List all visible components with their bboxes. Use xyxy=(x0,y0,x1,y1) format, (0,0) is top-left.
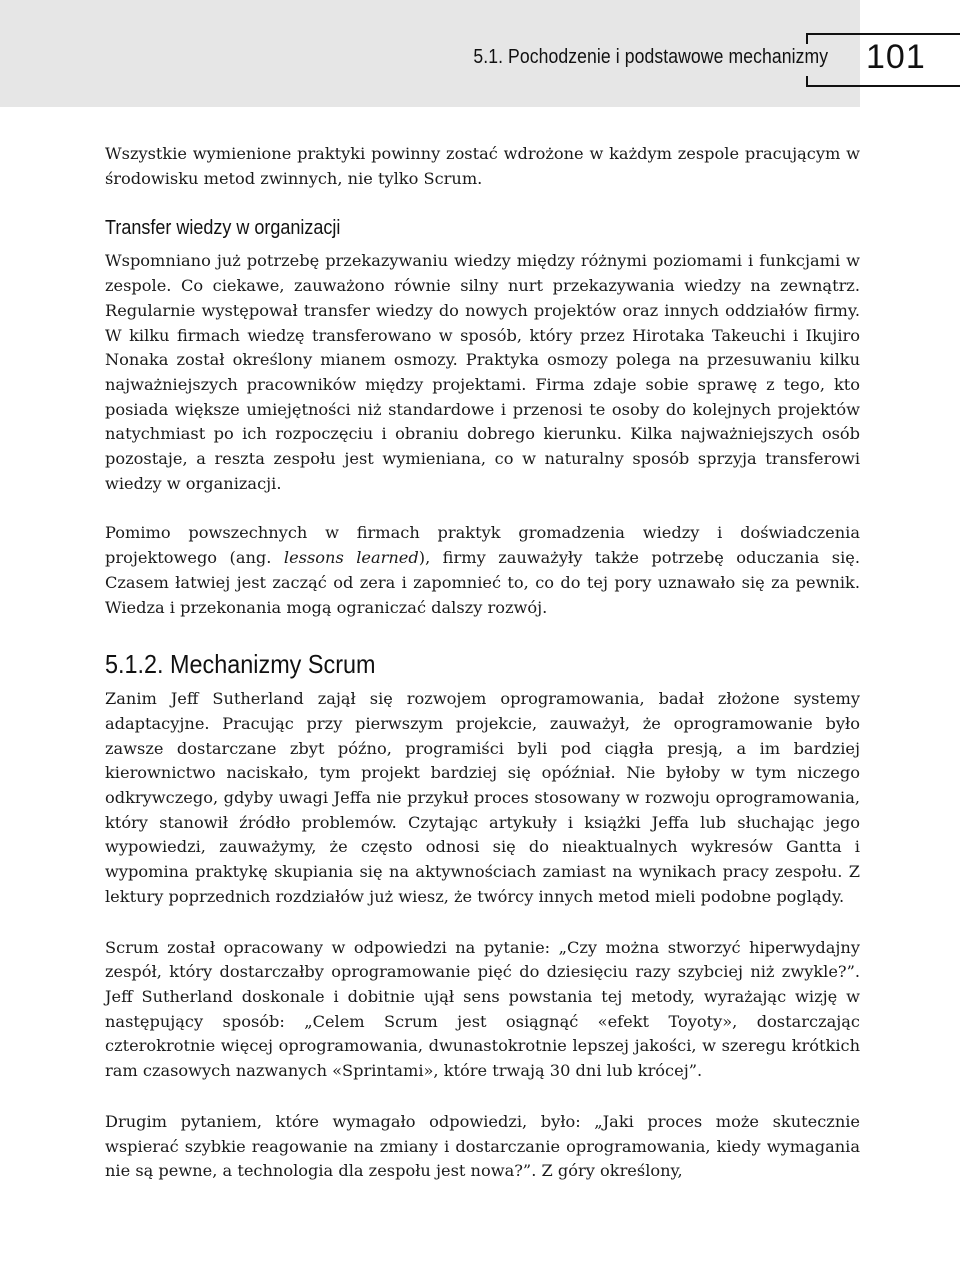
paragraph-scrum-origin: Scrum został opracowany w odpowiedzi na pytanie: „Czy można stworzyć hiperwydajny zespół, który dostarczałby oprogramowanie pięć do dziesięciu razy szybciej niż zwykle?”. Jeff Sutherland doskonale i dobitnie ujął sens powstania tej metody, wyrażając wizję w następujący sposób: „Celem Scrum jest osiągnąć «efekt Toyoty», dostarczając czterokrotnie więcej oprogramowania, dwunastokrotnie lepszej jakości, w szeregu krótkich ram czasowych nazwanych «Sprintami», które trwają 30 dni lub krócej”. xyxy=(105,937,860,1081)
paragraph-second-question: Drugim pytaniem, które wymagało odpowiedzi, było: „Jaki proces może skutecznie wspierać szybkie reagowanie na zmiany i dostarczanie oprogramowania, kiedy wymagania nie są pewne, a technologia dla zespołu jest nowa?”. Z góry określony, xyxy=(105,1111,860,1181)
spacer xyxy=(105,191,860,216)
page-number-bracket-bottom xyxy=(806,76,960,87)
paragraph-knowledge-transfer: Wspomniano już potrzebę przekazywaniu wiedzy między różnymi poziomami i funkcjami w zespole. Co ciekawe, zauważono równie silny nurt przekazywania wiedzy na zewnątrz. Regularnie występował transfer wiedzy do nowych projektów oraz innych oddziałów firmy. W kilku firmach wiedzę transferowano w sposób, który przez Hirotaka Takeuchi i Ikujiro Nonaka został określony mianem osmozy. Praktyka osmozy polega na przesuwaniu kilku najważniejszych pracowników między projektami. Firma zdaje sobie sprawę z tego, kto posiada większe umiejętności niż standardowe i przenosi te osoby do kolejnych projektów natychmiast po ich rozpoczęciu i obraniu dobrego kierunku. Kilka najważniejszych osób pozostaje, a reszta zespołu jest wymieniana, co w naturalny sposób sprzyja transferowi wiedzy w organizacji. xyxy=(105,251,860,493)
spacer xyxy=(105,496,860,521)
spacer xyxy=(105,910,860,936)
paragraph-lessons-learned xyxy=(105,521,860,620)
spacer xyxy=(105,620,860,650)
paragraph-intro: Wszystkie wymienione praktyki powinny zostać wdrożone w każdym zespole pracującym w środowisku metod zwinnych, nie tylko Scrum. xyxy=(105,144,860,188)
paragraph-sutherland: Zanim Jeff Sutherland zajął się rozwojem oprogramowania, badał złożone systemy adaptacyjne. Pracując przy pierwszym projekcie, zauważył, że oprogramowanie było zawsze dostarczane zbyt późno, programiści byli pod ciągła presją, a im bardziej kierownictwo naciskało, tym projekt bardziej się opóźniał. Nie byłoby w tym niczego odkrywczego, gdyby uwagi Jeffa nie przykuł proces stosowany w rozwoju oprogramowania, który stanowił źródło problemów. Czytając artykuły i książki Jeffa lub słuchając jego wypowiedzi, zauważymy, że często odnosi się do nieaktualnych wykresów Gantta i wypomina praktykę skupiania się na aktywnościach zamiast na wynikach pracy zespołu. Z lektury poprzednich rozdziałów już wiesz, że twórcy innych metod mieli podobne poglądy. xyxy=(105,689,860,906)
lessons-text-before: Pomimo powszechnych w firmach praktyk gromadzenia wiedzy i doświadczenia projektowego (ang. xyxy=(105,523,860,568)
running-head: 5.1. Pochodzenie i podstawowe mechanizmy xyxy=(473,46,828,68)
lessons-learned-term: lessons learned xyxy=(283,548,419,568)
section-heading-scrum-mechanisms: 5.1.2. Mechanizmy Scrum xyxy=(105,649,376,680)
spacer xyxy=(105,1084,860,1110)
page-content xyxy=(105,142,860,1183)
subheading-knowledge-transfer: Transfer wiedzy w organizacji xyxy=(105,217,341,240)
lessons-text-after: ), firmy zauważyły także potrzebę oduczania się. Czasem łatwiej jest zacząć od zera i zapomnieć to, co do tej pory uznawało się za pewnik. Wiedza i przekonania mogą ograniczać dalszy rozwój. xyxy=(105,548,860,617)
page-number: 101 xyxy=(866,38,926,76)
